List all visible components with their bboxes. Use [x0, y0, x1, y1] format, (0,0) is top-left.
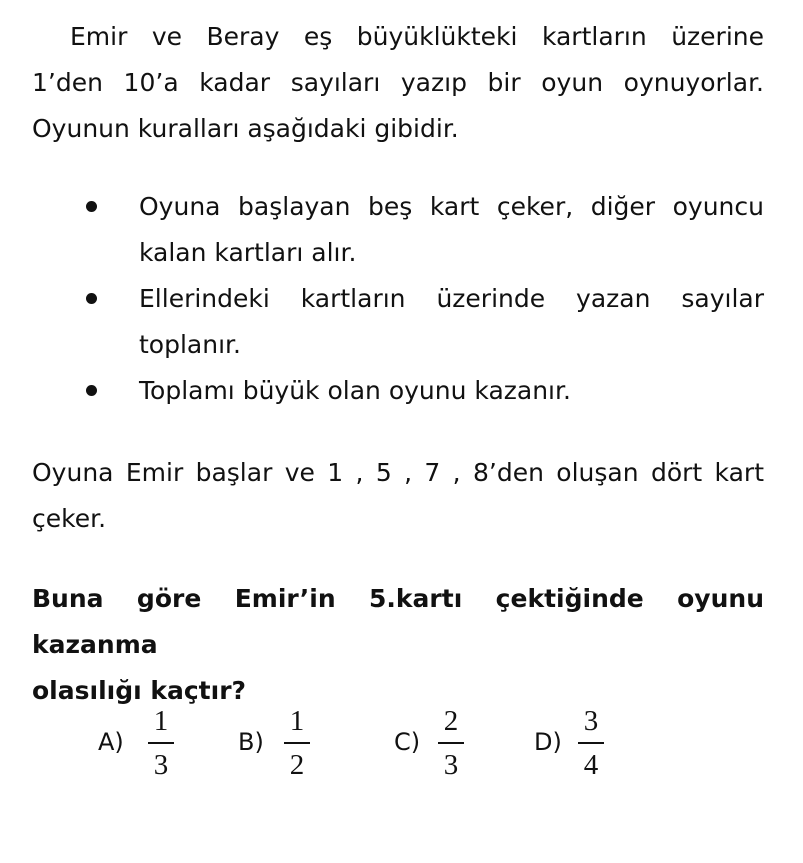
- option-c-fraction: [434, 702, 468, 784]
- intro-paragraph-end: [32, 106, 764, 152]
- fraction-bar: [578, 742, 604, 744]
- rule-1-line-2: kalan kartları alır.: [139, 238, 357, 267]
- fraction-bar: [148, 742, 174, 744]
- option-b-denominator: 2: [289, 749, 305, 781]
- question-line-1: Buna göre Emir’in 5.kartı çektiğinde oyunu kazanma: [32, 584, 764, 659]
- rule-item-2: [84, 276, 764, 368]
- rule-2-line-1: Ellerindeki kartların üzerinde yazan sayılar: [139, 284, 764, 313]
- option-a-numerator: 1: [153, 705, 169, 737]
- option-d-label: D): [534, 728, 562, 756]
- option-c-numerator: 2: [443, 705, 459, 737]
- question-text: [32, 576, 764, 714]
- option-d-denominator: 4: [583, 749, 599, 781]
- question-line-2: olasılığı kaçtır?: [32, 676, 247, 705]
- intro-line-3: Oyunun kuralları aşağıdaki gibidir.: [32, 114, 459, 143]
- rule-3-line-1: Toplamı büyük olan oyunu kazanır.: [139, 376, 571, 405]
- bullet-icon: [86, 201, 97, 212]
- setup-paragraph: [32, 450, 764, 496]
- bullet-icon: [86, 385, 97, 396]
- option-b-fraction: [280, 702, 314, 784]
- rule-item-3: [84, 368, 764, 414]
- option-c-label: C): [394, 728, 421, 756]
- option-d-numerator: 3: [583, 705, 599, 737]
- setup-line-2: çeker.: [32, 504, 107, 533]
- rules-list: [84, 184, 764, 414]
- option-b-numerator: 1: [289, 705, 305, 737]
- intro-paragraph: [32, 14, 764, 60]
- fraction-bar: [438, 742, 464, 744]
- rule-1-line-1: Oyuna başlayan beş kart çeker, diğer oyuncu: [139, 192, 764, 221]
- option-a-denominator: 3: [153, 749, 169, 781]
- intro-paragraph-cont: [32, 60, 764, 106]
- intro-line-1: Emir ve Beray eş büyüklükteki kartların üzerine: [70, 22, 764, 51]
- bullet-icon: [86, 293, 97, 304]
- option-a-fraction: [144, 702, 178, 784]
- setup-paragraph-end: [32, 496, 764, 542]
- intro-line-2: 1’den 10’a kadar sayıları yazıp bir oyun oynuyorlar.: [32, 68, 764, 97]
- fraction-bar: [284, 742, 310, 744]
- rule-item-1: [84, 184, 764, 276]
- rule-2-line-2: toplanır.: [139, 330, 241, 359]
- option-b-label: B): [238, 728, 264, 756]
- option-c-denominator: 3: [443, 749, 459, 781]
- option-a-label: A): [98, 728, 124, 756]
- answer-options: [0, 702, 803, 792]
- setup-line-1: Oyuna Emir başlar ve 1 , 5 , 7 , 8’den oluşan dört kart: [32, 458, 764, 487]
- option-d-fraction: [574, 702, 608, 784]
